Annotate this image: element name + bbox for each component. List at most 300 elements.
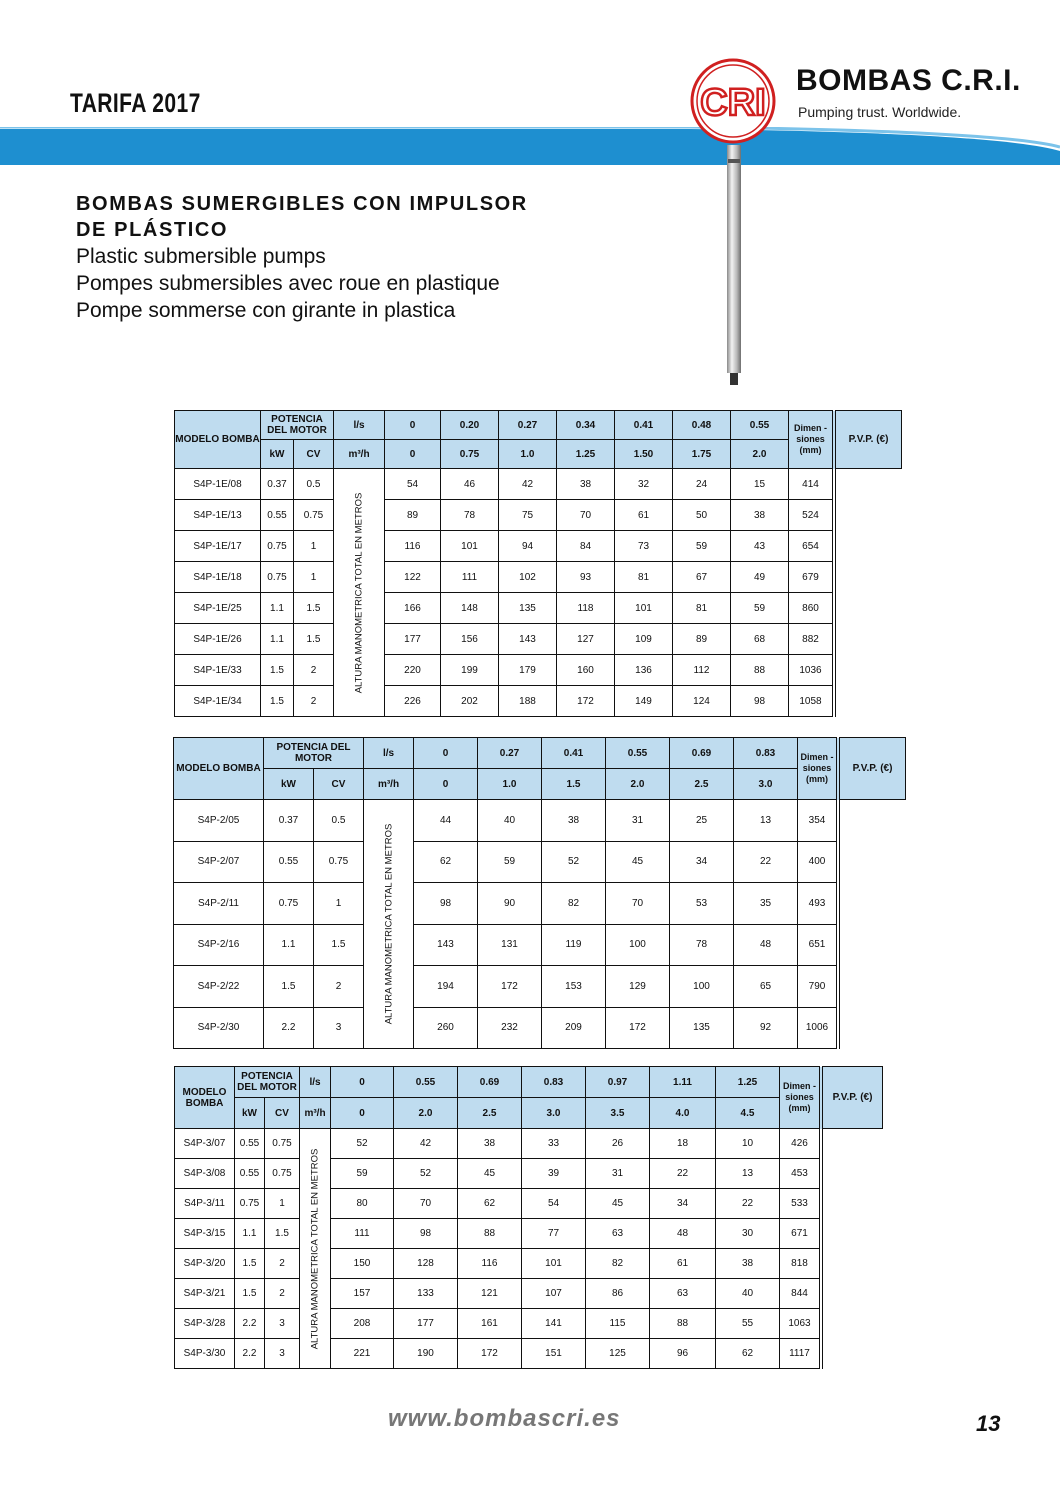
pvp-cell — [836, 500, 902, 531]
model-cell: S4P-1E/17 — [175, 531, 261, 562]
head-value-cell: 118 — [557, 593, 615, 624]
head-value-cell: 78 — [670, 924, 734, 966]
kw-cell: 1.1 — [235, 1219, 265, 1249]
cv-cell: 3 — [265, 1339, 300, 1369]
model-cell: S4P-3/08 — [175, 1159, 235, 1189]
head-value-cell: 156 — [441, 624, 499, 655]
table-row — [174, 966, 906, 1008]
flow-m3h-header: 3.5 — [586, 1098, 650, 1129]
head-value-cell: 50 — [673, 500, 731, 531]
head-value-cell: 61 — [650, 1249, 716, 1279]
altura-vertical-label — [300, 1129, 331, 1369]
flow-m3h-header: 2.0 — [606, 769, 670, 800]
dimension-cell: 1117 — [780, 1339, 820, 1369]
dimension-cell: 1058 — [789, 686, 833, 717]
head-value-cell: 70 — [394, 1189, 458, 1219]
head-value-cell: 81 — [673, 593, 731, 624]
altura-label-text: ALTURA MANOMETRICA TOTAL EN METROS — [353, 492, 365, 693]
pvp-cell — [840, 883, 906, 925]
cv-cell: 1.5 — [294, 593, 334, 624]
head-value-cell: 81 — [615, 562, 673, 593]
flow-ls-header: 0.55 — [731, 411, 789, 440]
cv-cell: 2 — [294, 655, 334, 686]
head-value-cell: 111 — [331, 1219, 394, 1249]
flow-m3h-header: 0 — [331, 1098, 394, 1129]
head-value-cell: 220 — [385, 655, 441, 686]
head-value-cell: 141 — [522, 1309, 586, 1339]
head-value-cell: 121 — [458, 1279, 522, 1309]
dimension-cell: 860 — [789, 593, 833, 624]
pvp-cell — [836, 686, 902, 717]
head-value-cell: 42 — [394, 1129, 458, 1159]
col-header-ls: l/s — [300, 1067, 331, 1098]
head-value-cell: 172 — [557, 686, 615, 717]
model-cell: S4P-1E/13 — [175, 500, 261, 531]
flow-ls-header: 0.20 — [441, 411, 499, 440]
head-value-cell: 124 — [673, 686, 731, 717]
flow-m3h-header: 3.0 — [522, 1098, 586, 1129]
pvp-cell — [836, 531, 902, 562]
pvp-cell — [836, 469, 902, 500]
head-value-cell: 54 — [522, 1189, 586, 1219]
pvp-cell — [836, 624, 902, 655]
flow-ls-header: 0.83 — [734, 738, 798, 769]
flow-ls-header: 0.34 — [557, 411, 615, 440]
head-value-cell: 22 — [734, 841, 798, 883]
cv-cell: 2 — [294, 686, 334, 717]
head-value-cell: 86 — [586, 1279, 650, 1309]
head-value-cell: 93 — [557, 562, 615, 593]
website-url: www.bombascri.es — [388, 1405, 621, 1432]
col-header-dimensiones: Dimen -siones (mm) — [789, 411, 833, 469]
head-value-cell: 22 — [650, 1159, 716, 1189]
head-value-cell: 100 — [606, 924, 670, 966]
head-value-cell: 172 — [458, 1339, 522, 1369]
flow-m3h-header: 4.5 — [716, 1098, 780, 1129]
pump-table-2 — [173, 737, 906, 1049]
head-value-cell: 143 — [499, 624, 557, 655]
kw-cell: 1.1 — [261, 593, 294, 624]
col-header-modelo: MODELO BOMBA — [174, 738, 264, 800]
head-value-cell: 52 — [542, 841, 606, 883]
col-header-ls: l/s — [334, 411, 385, 440]
section-title-line2: DE PLÁSTICO — [76, 219, 229, 241]
header-band — [0, 127, 1060, 165]
head-value-cell: 226 — [385, 686, 441, 717]
head-value-cell: 136 — [615, 655, 673, 686]
pvp-cell — [840, 800, 906, 842]
head-value-cell: 89 — [385, 500, 441, 531]
head-value-cell: 24 — [673, 469, 731, 500]
table-row — [174, 841, 906, 883]
table-row — [174, 883, 906, 925]
head-value-cell: 166 — [385, 593, 441, 624]
head-value-cell: 172 — [478, 966, 542, 1008]
cv-cell: 0.75 — [265, 1129, 300, 1159]
flow-ls-header: 0.41 — [542, 738, 606, 769]
col-header-modelo: MODELO BOMBA — [175, 411, 261, 469]
model-cell: S4P-3/28 — [175, 1309, 235, 1339]
model-cell: S4P-3/11 — [175, 1189, 235, 1219]
kw-cell: 1.5 — [264, 966, 314, 1008]
head-value-cell: 53 — [670, 883, 734, 925]
col-header-kw: kW — [261, 440, 294, 469]
head-value-cell: 65 — [734, 966, 798, 1008]
head-value-cell: 61 — [615, 500, 673, 531]
flow-ls-header: 0.27 — [499, 411, 557, 440]
col-header-dimensiones: Dimen -siones (mm) — [798, 738, 837, 800]
head-value-cell: 48 — [734, 924, 798, 966]
flow-ls-header: 0.55 — [394, 1067, 458, 1098]
model-cell: S4P-1E/25 — [175, 593, 261, 624]
head-value-cell: 98 — [394, 1219, 458, 1249]
kw-cell: 0.55 — [261, 500, 294, 531]
kw-cell: 2.2 — [235, 1309, 265, 1339]
head-value-cell: 131 — [478, 924, 542, 966]
col-header-m3h: m³/h — [300, 1098, 331, 1129]
head-value-cell: 221 — [331, 1339, 394, 1369]
subtitle-italian: Pompe sommerse con girante in plastica — [76, 299, 456, 322]
dimension-cell: 671 — [780, 1219, 820, 1249]
pvp-cell — [836, 562, 902, 593]
head-value-cell: 209 — [542, 1007, 606, 1049]
flow-ls-header: 1.25 — [716, 1067, 780, 1098]
head-value-cell: 96 — [650, 1339, 716, 1369]
head-value-cell: 42 — [499, 469, 557, 500]
head-value-cell: 115 — [586, 1309, 650, 1339]
head-value-cell: 68 — [731, 624, 789, 655]
subtitle-english: Plastic submersible pumps — [76, 245, 326, 268]
dimension-cell: 453 — [780, 1159, 820, 1189]
head-value-cell: 119 — [542, 924, 606, 966]
head-value-cell: 111 — [441, 562, 499, 593]
pvp-cell — [840, 966, 906, 1008]
kw-cell: 0.37 — [264, 800, 314, 842]
model-cell: S4P-2/16 — [174, 924, 264, 966]
dimension-cell: 844 — [780, 1279, 820, 1309]
head-value-cell: 38 — [731, 500, 789, 531]
head-value-cell: 177 — [394, 1309, 458, 1339]
dimension-cell: 654 — [789, 531, 833, 562]
kw-cell: 1.5 — [261, 655, 294, 686]
model-cell: S4P-2/05 — [174, 800, 264, 842]
head-value-cell: 38 — [542, 800, 606, 842]
head-value-cell: 100 — [670, 966, 734, 1008]
flow-ls-header: 0.69 — [458, 1067, 522, 1098]
head-value-cell: 88 — [458, 1219, 522, 1249]
head-value-cell: 94 — [499, 531, 557, 562]
head-value-cell: 232 — [478, 1007, 542, 1049]
table-row — [175, 593, 902, 624]
table-row — [174, 800, 906, 842]
flow-m3h-header: 2.0 — [731, 440, 789, 469]
altura-vertical-label — [364, 800, 414, 1049]
altura-vertical-label — [334, 469, 385, 717]
table-row — [175, 686, 902, 717]
col-header-pvp: P.V.P. (€) — [840, 738, 906, 800]
col-header-cv: CV — [314, 769, 364, 800]
model-cell: S4P-2/07 — [174, 841, 264, 883]
col-header-kw: kW — [235, 1098, 265, 1129]
head-value-cell: 202 — [441, 686, 499, 717]
pvp-cell — [836, 655, 902, 686]
model-cell: S4P-2/30 — [174, 1007, 264, 1049]
head-value-cell: 77 — [522, 1219, 586, 1249]
head-value-cell: 188 — [499, 686, 557, 717]
kw-cell: 1.1 — [261, 624, 294, 655]
flow-m3h-header: 1.0 — [478, 769, 542, 800]
head-value-cell: 39 — [522, 1159, 586, 1189]
head-value-cell: 70 — [606, 883, 670, 925]
flow-m3h-header: 1.50 — [615, 440, 673, 469]
price-list-title: TARIFA 2017 — [70, 88, 201, 118]
head-value-cell: 52 — [331, 1129, 394, 1159]
col-header-pvp: P.V.P. (€) — [823, 1067, 883, 1129]
flow-ls-header: 0.41 — [615, 411, 673, 440]
head-value-cell: 40 — [478, 800, 542, 842]
dimension-cell: 414 — [789, 469, 833, 500]
head-value-cell: 13 — [734, 800, 798, 842]
cv-cell: 1.5 — [294, 624, 334, 655]
section-title-line1: BOMBAS SUMERGIBLES CON IMPULSOR — [76, 193, 528, 215]
head-value-cell: 151 — [522, 1339, 586, 1369]
head-value-cell: 260 — [414, 1007, 478, 1049]
kw-cell: 0.75 — [261, 531, 294, 562]
pvp-cell — [823, 1219, 883, 1249]
head-value-cell: 82 — [586, 1249, 650, 1279]
cv-cell: 3 — [314, 1007, 364, 1049]
col-header-modelo: MODELO BOMBA — [175, 1067, 235, 1129]
dimension-cell: 426 — [780, 1129, 820, 1159]
head-value-cell: 34 — [670, 841, 734, 883]
head-value-cell: 101 — [615, 593, 673, 624]
head-value-cell: 43 — [731, 531, 789, 562]
model-cell: S4P-1E/08 — [175, 469, 261, 500]
pvp-cell — [823, 1309, 883, 1339]
head-value-cell: 67 — [673, 562, 731, 593]
model-cell: S4P-3/20 — [175, 1249, 235, 1279]
pvp-cell — [823, 1279, 883, 1309]
dimension-cell: 493 — [798, 883, 837, 925]
col-header-dimensiones: Dimen -siones (mm) — [780, 1067, 820, 1129]
col-header-potencia: POTENCIA DEL MOTOR — [235, 1067, 300, 1098]
head-value-cell: 172 — [606, 1007, 670, 1049]
dimension-cell: 354 — [798, 800, 837, 842]
dimension-cell: 524 — [789, 500, 833, 531]
pump-image — [724, 145, 744, 385]
head-value-cell: 33 — [522, 1129, 586, 1159]
flow-m3h-header: 4.0 — [650, 1098, 716, 1129]
head-value-cell: 54 — [385, 469, 441, 500]
head-value-cell: 128 — [394, 1249, 458, 1279]
flow-ls-header: 0.97 — [586, 1067, 650, 1098]
model-cell: S4P-2/11 — [174, 883, 264, 925]
head-value-cell: 45 — [586, 1189, 650, 1219]
kw-cell: 0.55 — [235, 1159, 265, 1189]
head-value-cell: 25 — [670, 800, 734, 842]
pvp-cell — [823, 1159, 883, 1189]
col-header-m3h: m³/h — [334, 440, 385, 469]
head-value-cell: 161 — [458, 1309, 522, 1339]
head-value-cell: 208 — [331, 1309, 394, 1339]
flow-m3h-header: 3.0 — [734, 769, 798, 800]
pvp-cell — [823, 1129, 883, 1159]
flow-m3h-header: 2.5 — [458, 1098, 522, 1129]
cv-cell: 1 — [294, 531, 334, 562]
kw-cell: 0.37 — [261, 469, 294, 500]
head-value-cell: 194 — [414, 966, 478, 1008]
col-header-kw: kW — [264, 769, 314, 800]
head-value-cell: 48 — [650, 1219, 716, 1249]
head-value-cell: 13 — [716, 1159, 780, 1189]
flow-ls-header: 0 — [385, 411, 441, 440]
flow-m3h-header: 1.75 — [673, 440, 731, 469]
cv-cell: 1 — [265, 1189, 300, 1219]
col-header-pvp: P.V.P. (€) — [836, 411, 902, 469]
cv-cell: 3 — [265, 1309, 300, 1339]
head-value-cell: 122 — [385, 562, 441, 593]
flow-m3h-header: 0 — [385, 440, 441, 469]
head-value-cell: 32 — [615, 469, 673, 500]
head-value-cell: 45 — [458, 1159, 522, 1189]
kw-cell: 0.55 — [264, 841, 314, 883]
head-value-cell: 30 — [716, 1219, 780, 1249]
subtitle-french: Pompes submersibles avec roue en plastique — [76, 272, 500, 295]
head-value-cell: 160 — [557, 655, 615, 686]
table-row — [175, 624, 902, 655]
col-header-m3h: m³/h — [364, 769, 414, 800]
kw-cell: 1.5 — [235, 1279, 265, 1309]
head-value-cell: 143 — [414, 924, 478, 966]
head-value-cell: 59 — [731, 593, 789, 624]
cv-cell: 0.75 — [265, 1159, 300, 1189]
head-value-cell: 34 — [650, 1189, 716, 1219]
head-value-cell: 150 — [331, 1249, 394, 1279]
flow-ls-header: 0.48 — [673, 411, 731, 440]
pvp-cell — [823, 1189, 883, 1219]
model-cell: S4P-1E/18 — [175, 562, 261, 593]
head-value-cell: 129 — [606, 966, 670, 1008]
dimension-cell: 651 — [798, 924, 837, 966]
head-value-cell: 101 — [522, 1249, 586, 1279]
head-value-cell: 62 — [414, 841, 478, 883]
head-value-cell: 133 — [394, 1279, 458, 1309]
head-value-cell: 199 — [441, 655, 499, 686]
head-value-cell: 98 — [731, 686, 789, 717]
head-value-cell: 116 — [458, 1249, 522, 1279]
flow-m3h-header: 1.5 — [542, 769, 606, 800]
head-value-cell: 55 — [716, 1309, 780, 1339]
dimension-cell: 679 — [789, 562, 833, 593]
kw-cell: 1.5 — [261, 686, 294, 717]
model-cell: S4P-1E/33 — [175, 655, 261, 686]
head-value-cell: 149 — [615, 686, 673, 717]
head-value-cell: 116 — [385, 531, 441, 562]
kw-cell: 0.75 — [235, 1189, 265, 1219]
head-value-cell: 44 — [414, 800, 478, 842]
flow-m3h-header: 0 — [414, 769, 478, 800]
pvp-cell — [823, 1249, 883, 1279]
flow-ls-header: 0.27 — [478, 738, 542, 769]
flow-ls-header: 0.69 — [670, 738, 734, 769]
dimension-cell: 1063 — [780, 1309, 820, 1339]
head-value-cell: 40 — [716, 1279, 780, 1309]
head-value-cell: 62 — [716, 1339, 780, 1369]
flow-m3h-header: 0.75 — [441, 440, 499, 469]
dimension-cell: 1036 — [789, 655, 833, 686]
cv-cell: 0.5 — [294, 469, 334, 500]
head-value-cell: 18 — [650, 1129, 716, 1159]
table-row — [175, 500, 902, 531]
head-value-cell: 89 — [673, 624, 731, 655]
kw-cell: 1.1 — [264, 924, 314, 966]
head-value-cell: 109 — [615, 624, 673, 655]
model-cell: S4P-2/22 — [174, 966, 264, 1008]
pvp-cell — [823, 1339, 883, 1369]
col-header-ls: l/s — [364, 738, 414, 769]
cv-cell: 0.75 — [294, 500, 334, 531]
head-value-cell: 92 — [734, 1007, 798, 1049]
head-value-cell: 52 — [394, 1159, 458, 1189]
cv-cell: 0.5 — [314, 800, 364, 842]
head-value-cell: 26 — [586, 1129, 650, 1159]
table-row — [175, 1339, 883, 1369]
dimension-cell: 400 — [798, 841, 837, 883]
cv-cell: 2 — [265, 1279, 300, 1309]
head-value-cell: 179 — [499, 655, 557, 686]
kw-cell: 0.75 — [264, 883, 314, 925]
dimension-cell: 533 — [780, 1189, 820, 1219]
head-value-cell: 75 — [499, 500, 557, 531]
head-value-cell: 177 — [385, 624, 441, 655]
head-value-cell: 88 — [650, 1309, 716, 1339]
kw-cell: 0.75 — [261, 562, 294, 593]
table-row — [175, 1219, 883, 1249]
flow-ls-header: 1.11 — [650, 1067, 716, 1098]
head-value-cell: 49 — [731, 562, 789, 593]
head-value-cell: 45 — [606, 841, 670, 883]
head-value-cell: 102 — [499, 562, 557, 593]
cv-cell: 2 — [314, 966, 364, 1008]
model-cell: S4P-3/15 — [175, 1219, 235, 1249]
brand-name: BOMBAS C.R.I. — [796, 64, 1021, 97]
head-value-cell: 63 — [650, 1279, 716, 1309]
flow-m3h-header: 1.25 — [557, 440, 615, 469]
flow-m3h-header: 1.0 — [499, 440, 557, 469]
model-cell: S4P-3/07 — [175, 1129, 235, 1159]
head-value-cell: 127 — [557, 624, 615, 655]
head-value-cell: 125 — [586, 1339, 650, 1369]
table-row — [175, 1309, 883, 1339]
kw-cell: 0.55 — [235, 1129, 265, 1159]
dimension-cell: 1006 — [798, 1007, 837, 1049]
pvp-cell — [836, 593, 902, 624]
cv-cell: 1 — [314, 883, 364, 925]
pump-table-3 — [174, 1066, 883, 1369]
head-value-cell: 31 — [606, 800, 670, 842]
head-value-cell: 22 — [716, 1189, 780, 1219]
pvp-cell — [840, 924, 906, 966]
head-value-cell: 101 — [441, 531, 499, 562]
flow-ls-header: 0.83 — [522, 1067, 586, 1098]
dimension-cell: 790 — [798, 966, 837, 1008]
model-cell: S4P-3/21 — [175, 1279, 235, 1309]
cv-cell: 1.5 — [314, 924, 364, 966]
page-number: 13 — [976, 1411, 1001, 1436]
head-value-cell: 190 — [394, 1339, 458, 1369]
model-cell: S4P-1E/26 — [175, 624, 261, 655]
cv-cell: 0.75 — [314, 841, 364, 883]
